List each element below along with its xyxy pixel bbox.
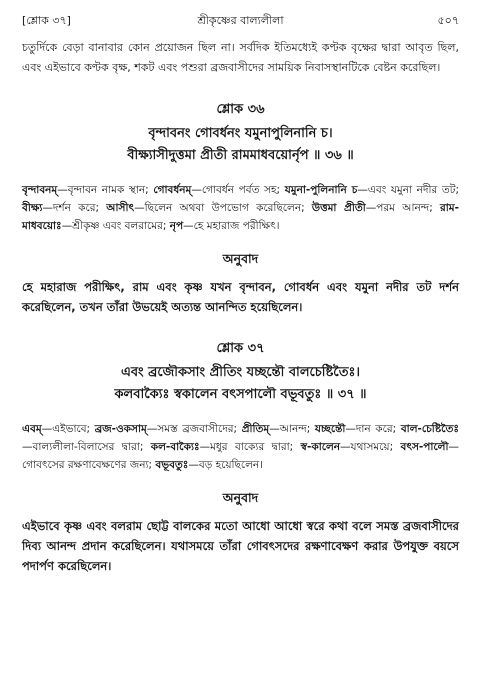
synonym-term: বৃন্দাবনম্: [22, 184, 58, 196]
synonym-meaning: —মধুর বাক্যের দ্বারা;: [199, 441, 301, 453]
synonym-term: যচ্ছন্তৌ: [314, 423, 346, 435]
book-page: [22, 12, 459, 576]
synonym-meaning: —হে মহারাজ পরীক্ষিৎ।: [183, 220, 280, 232]
verse-36-translation-heading: অনুবাদ: [222, 251, 259, 266]
verse-36-title: শ্লোক ৩৬: [216, 102, 265, 117]
verse-37-line-1: এবং ব্রজৌকসাং প্রীতিং যচ্ছন্তৌ বালচেষ্টিতৈঃ।: [120, 365, 361, 380]
synonym-meaning: —বাল্যলীলা-বিলাসের দ্বারা;: [22, 441, 151, 453]
synonym-term: রাম-মাধবয়োঃ: [22, 202, 459, 232]
verse-36-line-1: বৃন্দাবনং গোবর্ধনং যমুনাপুলিনানি চ।: [148, 126, 333, 141]
synonym-meaning: —গোবৎসের রক্ষণাবেক্ষণের জন্য;: [22, 441, 459, 471]
synonym-term: নৃপ: [169, 220, 184, 232]
synonym-meaning: —শ্রীকৃষ্ণ এবং বলরামের;: [61, 220, 170, 232]
synonym-meaning: —পরম আনন্দ;: [365, 202, 440, 214]
synonym-term: বাল-চেষ্টিতৈঃ: [400, 423, 459, 435]
header-verse-ref: [শ্লোক ৩৭]: [22, 14, 71, 27]
synonym-meaning: —দর্শন করে;: [42, 202, 107, 214]
synonym-meaning: —এবং যমুনা নদীর তট;: [357, 184, 459, 196]
verse-36-translation: হে মহারাজ পরীক্ষিৎ, রাম এবং কৃষ্ণ যখন বৃন্দাবন, গোবর্ধন এবং যমুনা নদীর তট দর্শন করেছিলেন, তখন তাঁরা উভয়েই অত্যন্ত আনন্দিত হয়েছিলেন।: [22, 280, 459, 314]
verse-37-title: শ্লোক ৩৭: [216, 341, 265, 356]
synonym-term: স্ব-কালেন: [300, 441, 341, 453]
synonym-meaning: —সমস্ত ব্রজবাসীদের;: [146, 423, 242, 435]
verse-37-translation-heading: অনুবাদ: [222, 490, 259, 505]
synonym-term: বভূবতুঃ: [155, 459, 189, 471]
page-header: [22, 12, 459, 32]
header-chapter-title: শ্রীকৃষ্ণের বাল্যলীলা: [197, 14, 284, 27]
synonym-term: কল-বাক্যৈঃ: [150, 441, 200, 453]
verse-37-translation: এইভাবে কৃষ্ণ এবং বলরাম ছোট্ট বালকের মতো আধো আধো স্বরে কথা বলে সমস্ত ব্রজবাসীদের দিব্য আনন্দ প্রদান করেছিলেন। যথাসময়ে তাঁরা গোবৎসদের রক্ষণাবেক্ষণ করার উপযুক্ত বয়সে পদার্পণ করেছিলেন।: [22, 519, 459, 573]
synonym-meaning: —গোবর্ধন পর্বত সহ;: [191, 184, 285, 196]
synonym-meaning: —ছিলেন অথবা উপভোগ করেছিলেন;: [134, 202, 312, 214]
verse-36-synonyms: [22, 181, 459, 235]
synonym-meaning: —বৃন্দাবন নামক স্থান;: [57, 184, 154, 196]
synonym-term: যমুনা-পুলিনানি চ: [284, 184, 358, 196]
synonym-meaning: —দান করে;: [345, 423, 401, 435]
synonym-term: গোবর্ধনম্: [153, 184, 192, 196]
verse-37-line-2: কলবাক্যৈঃ স্বকালেন বৎসপালৌ বভূবতুঃ ॥ ৩৭ ॥: [114, 387, 367, 402]
synonym-term: বীক্ষ্য: [22, 202, 43, 214]
synonym-meaning: —আনন্দ;: [269, 423, 315, 435]
verse-37-synonyms: [22, 420, 459, 474]
synonym-term: ব্রজ-ওকসাম্: [94, 423, 147, 435]
synonym-term: উত্তমা প্রীতী: [311, 202, 366, 214]
synonym-term: এবম্: [22, 423, 42, 435]
synonym-meaning: —যথাসময়ে;: [340, 441, 401, 453]
synonym-term: বৎস-পালৌ: [400, 441, 449, 453]
intro-paragraph: চতুর্দিকে বেড়া বানাবার কোন প্রয়োজন ছিল না। সর্বদিক ইতিমধ্যেই কণ্টক বৃক্ষের দ্বারা আবৃত ছিল, এবং এইভাবে কণ্টক বৃক্ষ, শকট এবং পশুরা ব্রজবাসীদের সাময়িক নিবাসস্থানটিকে বেষ্টন করেছিল।: [22, 41, 459, 74]
header-page-number: ৫০৭: [437, 14, 459, 27]
synonym-meaning: —বড় হয়েছিলেন।: [188, 459, 263, 471]
synonym-term: আসীৎ: [106, 202, 135, 214]
synonym-term: প্রীতিম্: [241, 423, 270, 435]
verse-36-line-2: বীক্ষ্যাসীদুত্তমা প্রীতী রামমাধবয়োর্নৃপ ॥ ৩৬ ॥: [127, 148, 354, 163]
synonym-meaning: —এইভাবে;: [41, 423, 95, 435]
